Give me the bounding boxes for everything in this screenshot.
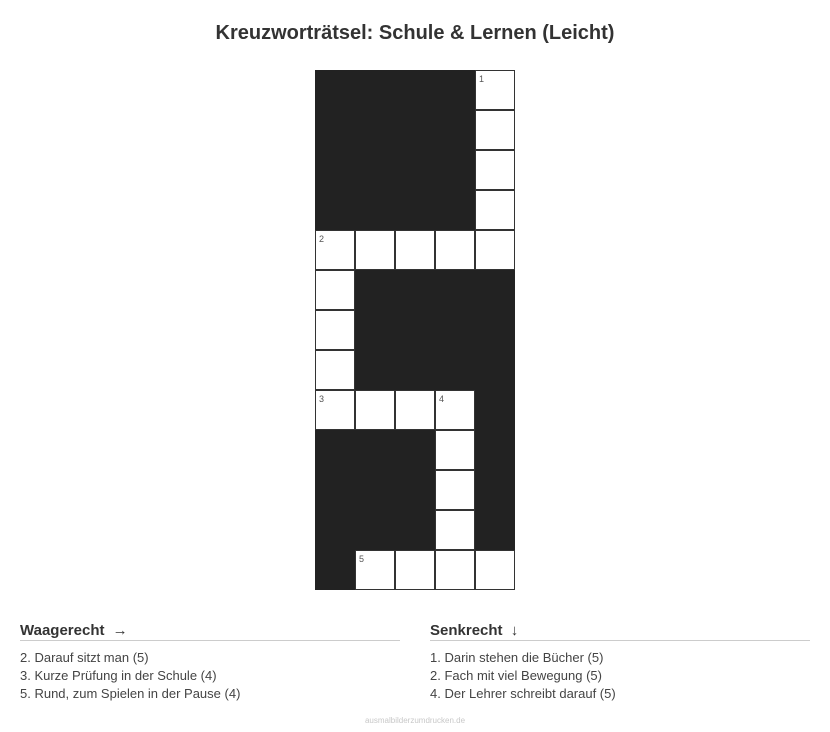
grid-cell[interactable] <box>395 230 435 270</box>
clue-number: 2 <box>319 234 325 244</box>
grid-cell[interactable] <box>475 70 515 110</box>
grid-cell-black <box>395 510 435 550</box>
grid-cell[interactable] <box>475 230 515 270</box>
grid-cell-black <box>315 150 355 190</box>
clue-item: 2. Fach mit viel Bewegung (5) <box>430 668 602 683</box>
grid-cell-black <box>315 550 355 590</box>
grid-cell-black <box>315 190 355 230</box>
arrow-down-icon: ↓ <box>510 622 519 639</box>
grid-cell-black <box>435 270 475 310</box>
grid-cell[interactable] <box>435 510 475 550</box>
grid-cell-black <box>395 190 435 230</box>
clues-down-heading <box>430 622 810 641</box>
grid-cell[interactable] <box>395 550 435 590</box>
grid-cell[interactable] <box>435 230 475 270</box>
clues-across-heading <box>20 622 400 641</box>
grid-cell-black <box>475 430 515 470</box>
grid-cell-black <box>355 110 395 150</box>
grid-cell-black <box>315 430 355 470</box>
grid-cell-black <box>435 110 475 150</box>
grid-cell-black <box>395 70 435 110</box>
grid-cell-black <box>395 270 435 310</box>
puzzle-title: Kreuzworträtsel: Schule & Lernen (Leicht) <box>215 22 615 44</box>
grid-cell[interactable] <box>315 310 355 350</box>
grid-cell[interactable] <box>355 550 395 590</box>
grid-cell[interactable] <box>315 390 355 430</box>
footer-credit: ausmalbilderzumdrucken.de <box>364 716 466 725</box>
grid-cell[interactable] <box>355 390 395 430</box>
grid-cell-black <box>395 470 435 510</box>
grid-cell-black <box>475 350 515 390</box>
clues-down-list <box>430 649 810 703</box>
grid-cell-black <box>475 510 515 550</box>
grid-cell-black <box>315 110 355 150</box>
grid-cell[interactable] <box>355 230 395 270</box>
grid-cell-black <box>315 70 355 110</box>
clues-across <box>20 622 400 703</box>
grid-cell-black <box>355 470 395 510</box>
grid-cell[interactable] <box>475 110 515 150</box>
grid-cell[interactable] <box>435 430 475 470</box>
grid-cell-black <box>355 510 395 550</box>
clue-item: 5. Rund, zum Spielen in der Pause (4) <box>20 686 241 701</box>
grid-cell-black <box>355 70 395 110</box>
clues-down <box>430 622 810 703</box>
grid-cell-black <box>435 350 475 390</box>
grid-cell-black <box>395 350 435 390</box>
grid-cell[interactable] <box>475 150 515 190</box>
clue-item: 3. Kurze Prüfung in der Schule (4) <box>20 668 217 683</box>
clue-number: 5 <box>359 554 365 564</box>
grid-cell-black <box>475 470 515 510</box>
grid-cell-black <box>395 430 435 470</box>
grid-cell[interactable] <box>315 350 355 390</box>
clue-item: 1. Darin stehen die Bücher (5) <box>430 650 604 665</box>
grid-cell-black <box>355 350 395 390</box>
clues-down-title: Senkrecht <box>430 622 503 639</box>
grid-cell-black <box>475 270 515 310</box>
grid-cell-black <box>355 190 395 230</box>
grid-cell[interactable] <box>475 550 515 590</box>
clue-number: 4 <box>439 394 445 404</box>
grid-cell-black <box>355 430 395 470</box>
grid-cell-black <box>395 150 435 190</box>
grid-cell-black <box>475 310 515 350</box>
grid-cell-black <box>395 110 435 150</box>
grid-cell[interactable] <box>315 230 355 270</box>
arrow-right-icon: → <box>112 622 128 639</box>
grid-cell[interactable] <box>435 390 475 430</box>
clue-item: 4. Der Lehrer schreibt darauf (5) <box>430 686 616 701</box>
grid-cell[interactable] <box>315 270 355 310</box>
grid-cell-black <box>435 150 475 190</box>
grid-cell[interactable] <box>435 470 475 510</box>
grid-cell[interactable] <box>395 390 435 430</box>
grid-cell-black <box>355 310 395 350</box>
clue-number: 1 <box>479 74 485 84</box>
clues-across-title: Waagerecht <box>20 622 105 639</box>
grid-cell-black <box>355 150 395 190</box>
grid-cell-black <box>435 70 475 110</box>
grid-cell-black <box>475 390 515 430</box>
grid-cell-black <box>435 190 475 230</box>
grid-cell-black <box>355 270 395 310</box>
crossword-grid <box>315 70 515 590</box>
grid-cell-black <box>315 510 355 550</box>
grid-cell-black <box>435 310 475 350</box>
clue-item: 2. Darauf sitzt man (5) <box>20 650 149 665</box>
grid-cell-black <box>315 470 355 510</box>
grid-cell-black <box>395 310 435 350</box>
clue-number: 3 <box>319 394 325 404</box>
grid-cell[interactable] <box>435 550 475 590</box>
clues-across-list <box>20 649 400 703</box>
grid-cell[interactable] <box>475 190 515 230</box>
